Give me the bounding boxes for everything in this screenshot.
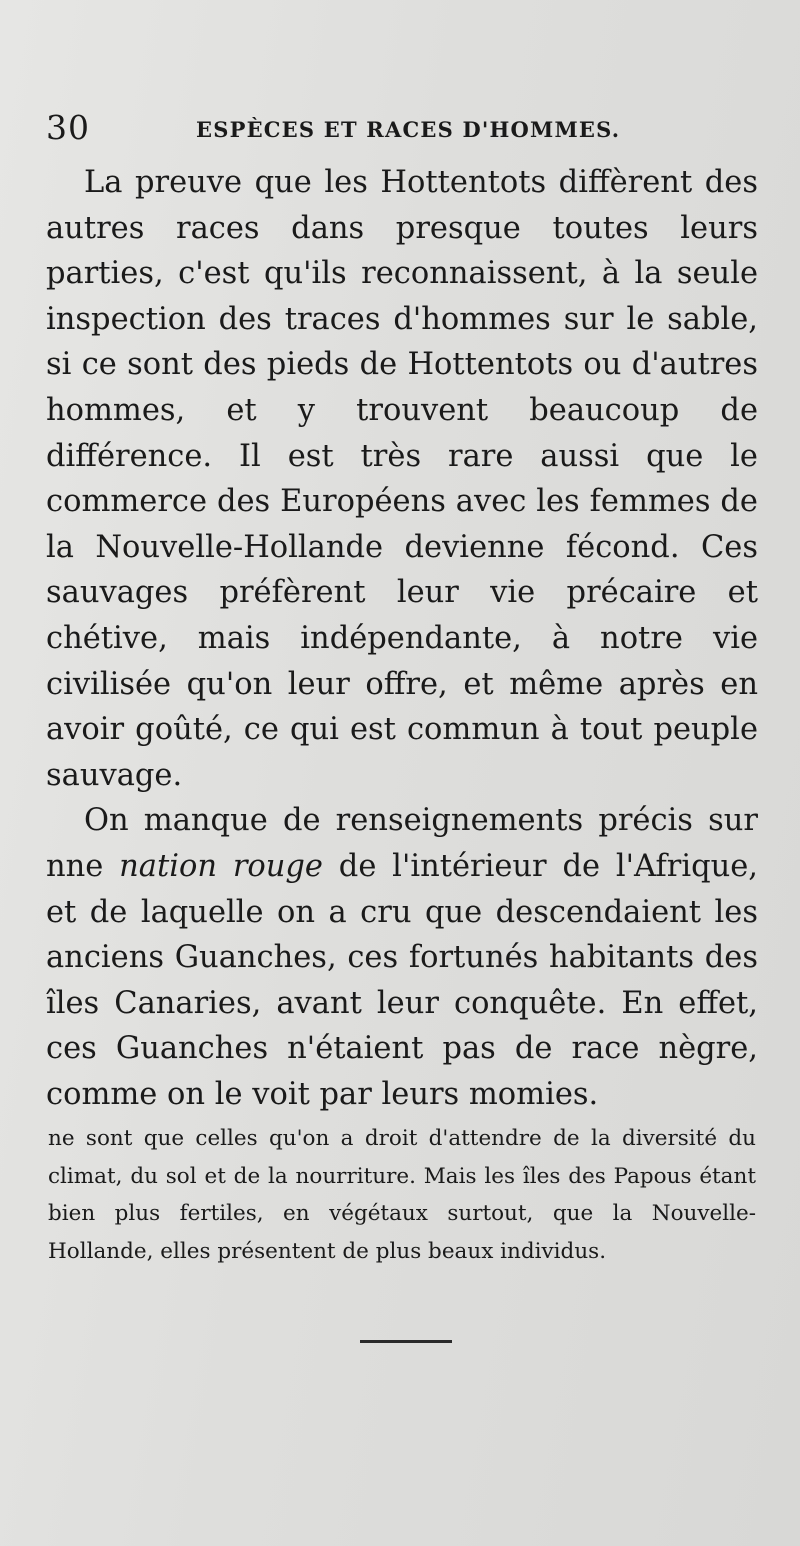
section-divider	[360, 1340, 452, 1343]
paragraph-text: On manque de renseignements précis sur nne	[46, 803, 758, 884]
footnote-text: ne sont que celles qu'on a droit d'attendre de la diversité du climat, du sol et de la nourriture. Mais les îles des Papous étant bien plus fertiles, en végétaux surtout, que la Nouvelle-Hollande, elles présentent de plus beaux individus.	[48, 1126, 756, 1264]
footnote	[48, 1120, 756, 1270]
page-header	[46, 108, 756, 148]
page-number: 30	[46, 108, 90, 147]
running-title: ESPÈCES ET RACES D'HOMMES.	[196, 117, 621, 142]
paragraph: La preuve que les Hottentots diffèrent des autres races dans presque toutes leurs parties, c'est qu'ils reconnaissent, à la seule inspection des traces d'hommes sur le sable, si ce sont des pieds de Hottentots ou d'autres hommes, et y trouvent beaucoup de différence. Il est très rare aussi que le commerce des Européens avec les femmes de la Nouvelle-Hollande devienne fécond. Ces sauvages préfèrent leur vie précaire et chétive, mais indépendante, à notre vie civilisée qu'on leur offre, et même après en avoir goûté, ce qui est commun à tout peuple sauvage.	[46, 165, 758, 793]
paragraph-text: de l'intérieur de l'Afrique, et de laquelle on a cru que descendaient les anciens Guanches, ces fortunés habitants des îles Canaries, avant leur conquête. En effet, ces Guanches n'étaient pas de race nègre, comme on le voit par leurs momies.	[46, 848, 758, 1112]
paragraph	[46, 798, 758, 1117]
main-text	[46, 160, 758, 1117]
italic-phrase: nation rouge	[119, 848, 323, 884]
